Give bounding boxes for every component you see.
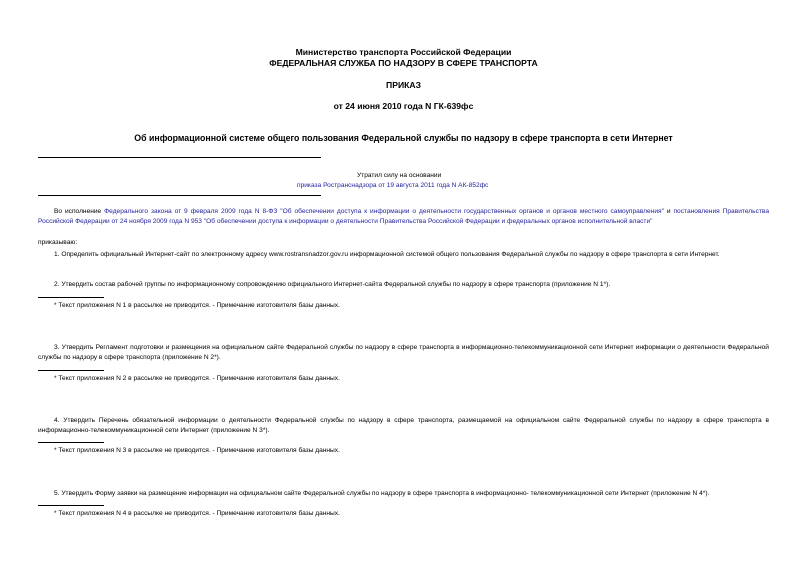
status-text: Утратил силу на основании [357,172,442,179]
preamble [38,207,769,226]
ministry-name: Министерство транспорта Российской Федерации [295,47,512,57]
divider [38,157,321,158]
doc-date-number: от 24 июня 2010 года N ГК-639фс [333,101,474,111]
footnote-rule [38,442,104,443]
preamble-intro: Во исполнение [54,208,102,215]
item-5: 5. Утвердить Форму заявки на размещение информации на официальном сайте Федеральной службы по надзору в сфере транспорта в информационно- телекоммуникационной сети Интернет (приложение N 4*). [54,490,710,497]
item-1: 1. Определить официальный Интернет-сайт по электронному адресу www.rostransnadzor.gov.ru информационной системой общего пользования Федеральной службы по надзору в сфере транспорта в сети Интернет. [54,251,720,258]
footnote-rule [38,297,104,298]
preamble-and: и [663,208,674,215]
footnote-rule [38,505,104,506]
order-word: приказываю: [38,239,78,246]
divider [38,195,321,196]
repeal-order-link[interactable]: приказа Ространснадзора от 19 августа 2011 года N АК-852фс [297,182,489,189]
government-decree-link[interactable]: постановления Правительства Российской Федерации от 24 ноября 2009 года N 953 "Об обеспечении доступа к информации о деятельности Правительства Российской Федерации и федеральных органов исполнительной власти" [38,208,769,225]
item-2: 2. Утвердить состав рабочей группы по информационному сопровождению официального Интернет-сайта Федеральной службы по надзору в сфере транспорта (приложение N 1*). [54,281,611,288]
item-3: 3. Утвердить Регламент подготовки и размещения на официальном сайте Федеральной службы по надзору в сфере транспорта в информационно-телекоммуникационной сети Интернет информации о деятельности Федеральной службы по надзору в сфере транспорта (приложение N 2*). [38,344,769,361]
service-name: ФЕДЕРАЛЬНАЯ СЛУЖБА ПО НАДЗОРУ В СФЕРЕ ТРАНСПОРТА [269,58,538,68]
footnote-1: * Текст приложения N 1 в рассылке не приводится. - Примечание изготовителя базы данных. [54,302,340,309]
federal-law-link[interactable]: Федерального закона от 9 февраля 2009 года N 8-ФЗ "Об обеспечении доступа к информации о деятельности государственных органов и органов местного самоуправления" [104,208,664,215]
footnote-2: * Текст приложения N 2 в рассылке не приводится. - Примечание изготовителя базы данных. [54,375,340,382]
footnote-4: * Текст приложения N 4 в рассылке не приводится. - Примечание изготовителя базы данных. [54,510,340,517]
item-4: 4. Утвердить Перечень обязательной информации о деятельности Федеральной службы по надзору в сфере транспорта, размещаемой на официальном сайте Федеральной службы по надзору в сфере транспорта в информационно-телекоммуникационной сети Интернет (приложение N 3*). [38,417,769,434]
doc-title: Об информационной системе общего пользования Федеральной службы по надзору в сфере транспорта в сети Интернет [134,133,673,143]
footnote-rule [38,370,104,371]
footnote-3: * Текст приложения N 3 в рассылке не приводится. - Примечание изготовителя базы данных. [54,447,340,454]
doc-type: ПРИКАЗ [386,80,421,90]
